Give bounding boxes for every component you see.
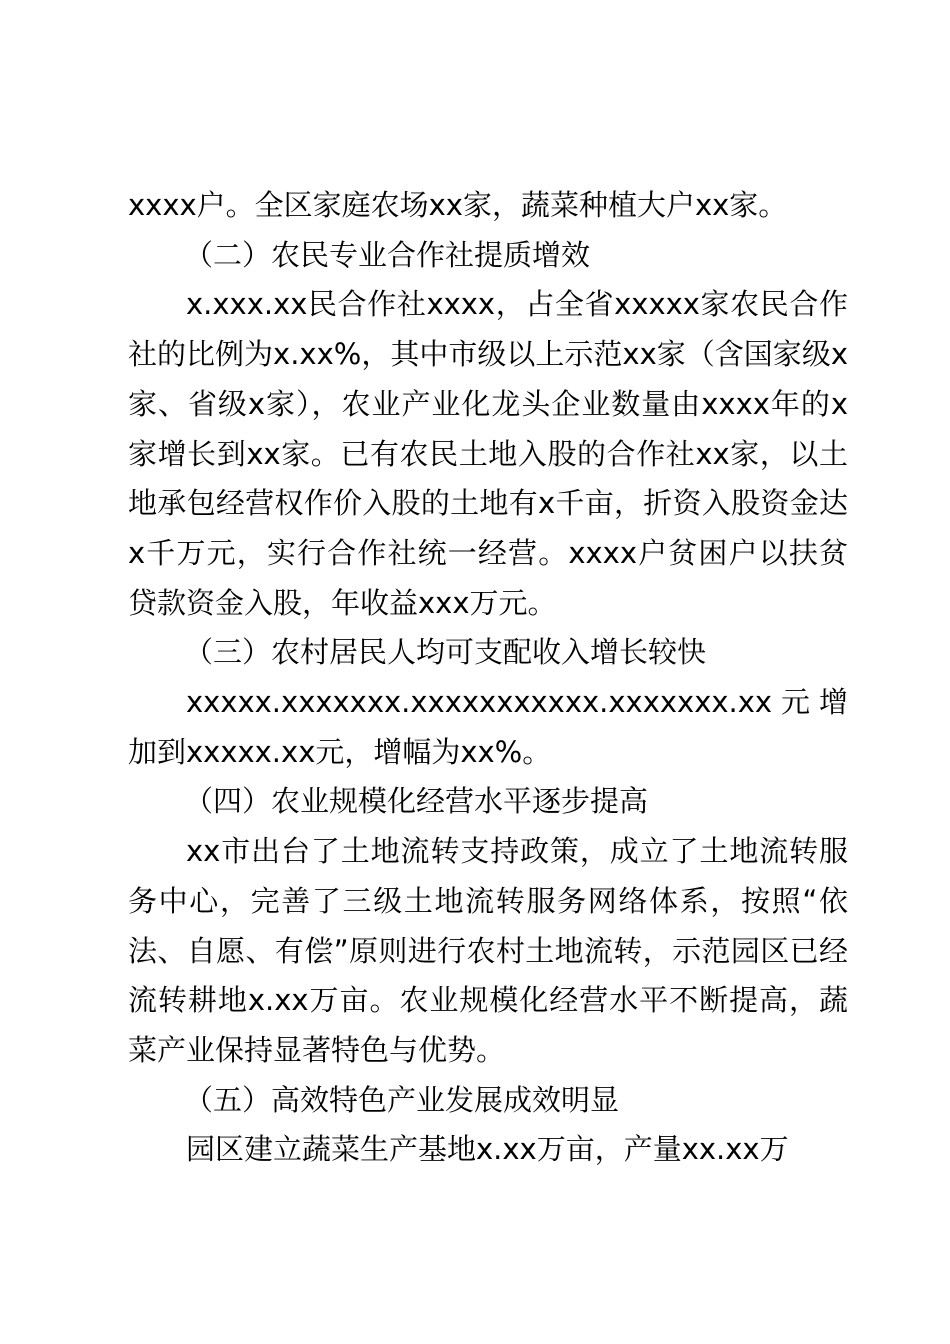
paragraph-continuation: xxxx户。全区家庭农场xx家，蔬菜种植大户xx家。: [128, 188, 788, 222]
paragraph-cooperatives: x.xxx.xx民合作社xxxx，占全省xxxxx家农民合作社的比例为x.xx%，其中市级以上示范xx家（含国家级x家、省级x家），农业产业化龙头企业数量由xxxx年的x家增长到xx家。已有农民土地入股的合作社xx家，以土地承包经营权作价入股的土地有x千亩，折资入股资金达x千万元，实行合作社统一经营。xxxx户贫困户以扶贫贷款资金入股，年收益xxx万元。: [128, 287, 848, 620]
paragraph-income: xxxxx.xxxxxxx.xxxxxxxxxxx.xxxxxxx.xx元增加到xxxxx.xx元，增幅为xx%。: [128, 685, 848, 769]
section-heading-5: （五）高效特色产业发展成效明显: [184, 1082, 620, 1117]
paragraph-land-transfer: xx市出台了土地流转支持政策，成立了土地流转服务中心，完善了三级土地流转服务网络体系，按照“依法、自愿、有偿”原则进行农村土地流转，示范园区已经流转耕地x.xx万亩。农业规模化经营水平不断提高，蔬菜产业保持显著特色与优势。: [128, 834, 848, 1067]
section-heading-4: （四）农业规模化经营水平逐步提高: [184, 784, 649, 819]
paragraph-vegetable-base: 园区建立蔬菜生产基地x.xx万亩，产量xx.xx万: [186, 1132, 789, 1167]
section-heading-2: （二）农民专业合作社提质增效: [184, 237, 591, 272]
section-heading-3: （三）农村居民人均可支配收入增长较快: [184, 635, 707, 670]
document-body: [128, 181, 848, 1175]
